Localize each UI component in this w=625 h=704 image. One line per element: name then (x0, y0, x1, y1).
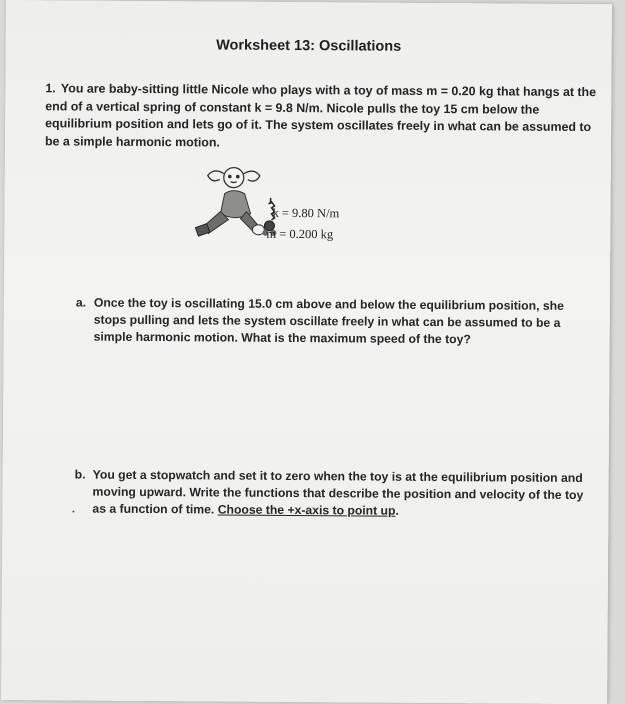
girl-head (208, 167, 260, 187)
stray-mark (72, 510, 74, 512)
girl-body (195, 190, 264, 236)
part-a-label: a. (76, 294, 94, 311)
mass-label: m = 0.200 kg (266, 227, 333, 242)
problem-1-text: You are baby-sitting little Nicole who plays with a toy of mass m = 0.20 kg that hangs at the end of a vertical spring of constant k = 9.8 N/m. Nicole pulls the toy 15 cm below the equilibrium position and lets go of it. The system oscillates freely in what can be assumed to be a simple harmonic motion. (45, 81, 596, 149)
part-a (76, 294, 596, 349)
part-a-text: Once the toy is oscillating 15.0 cm above and below the equilibrium position, she stops pulling and lets the system oscillate freely in what can be assumed to be a simple harmonic motion. What is the maximum speed of the toy? (94, 295, 596, 350)
problem-1 (45, 80, 603, 154)
part-b (74, 466, 594, 521)
worksheet-title: Worksheet 13: Oscillations (6, 36, 612, 56)
part-b-body: You get a stopwatch and set it to zero when the toy is at the equilibrium position and moving upward. Write the functions that describe the position and velocity of the toy as a function of time. (92, 468, 583, 517)
part-b-underlined-instruction: Choose the +x-axis to point up (218, 502, 396, 517)
spring-constant-label: k = 9.80 N/m (272, 206, 339, 221)
part-b-text (92, 467, 594, 522)
worksheet-page (1, 0, 612, 704)
part-b-label: b. (75, 466, 93, 483)
problem-1-number: 1. (45, 81, 55, 95)
part-b-end: . (395, 504, 398, 518)
